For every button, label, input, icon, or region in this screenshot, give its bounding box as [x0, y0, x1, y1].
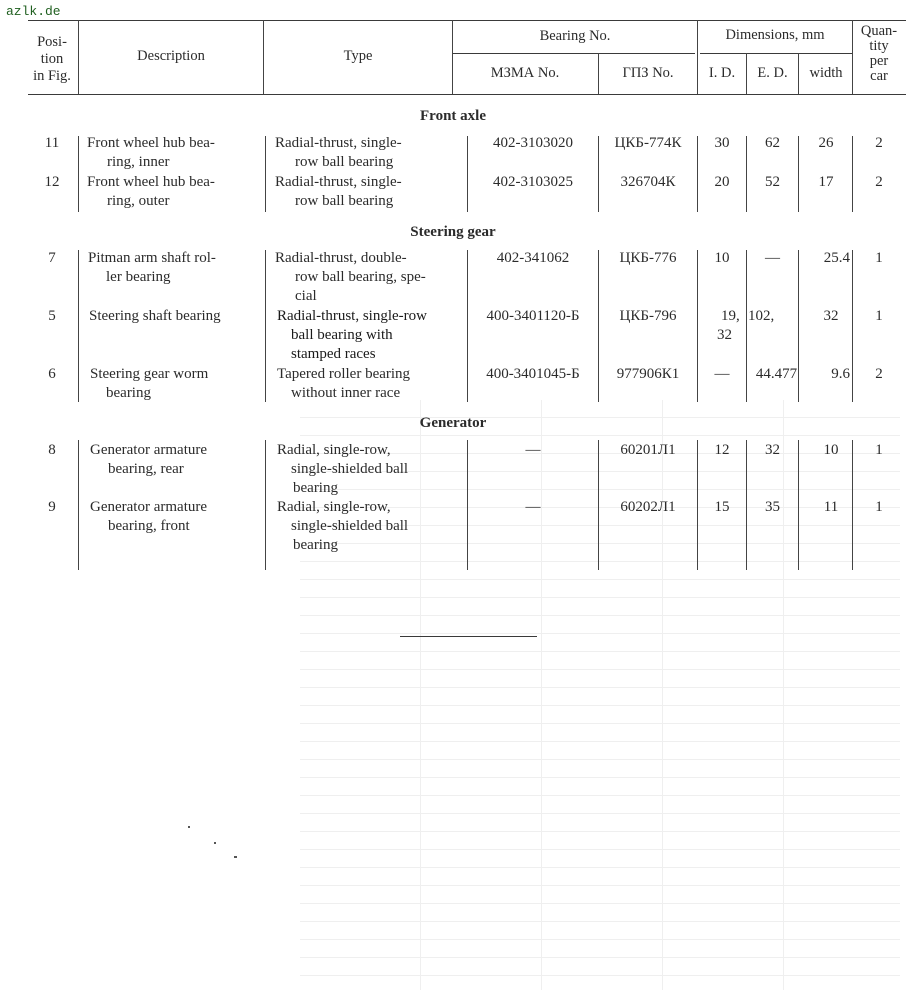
header-separator: [798, 53, 799, 94]
quantity-cell: 2: [875, 135, 883, 151]
id-cell: —: [714, 366, 730, 382]
mzma-cell: 400-3401045-Б: [486, 366, 580, 382]
bearing-no-header: Bearing No.: [539, 28, 611, 44]
dimensions-subrule: [700, 53, 852, 54]
description-header: Description: [137, 48, 205, 64]
column-rule: [697, 136, 698, 212]
column-rule: [265, 136, 266, 212]
position-cell: 12: [44, 174, 60, 190]
quantity-cell: 1: [875, 308, 883, 324]
mzma-cell: 402-341062: [496, 250, 570, 266]
type-header: Type: [343, 48, 373, 64]
width-cell: 11: [823, 499, 839, 515]
column-rule: [852, 136, 853, 212]
description-cell: Generator armature bearing, rear: [90, 442, 208, 477]
ed-header: E. D.: [757, 65, 788, 81]
column-rule: [746, 136, 747, 212]
width-cell: 26: [818, 135, 834, 151]
gpz-cell: 977906К1: [616, 366, 680, 382]
width-cell: 25.4: [823, 250, 850, 266]
header-separator: [598, 53, 599, 94]
id-cell: 20: [714, 174, 730, 190]
quantity-cell: 2: [875, 366, 883, 382]
id-cell: 30: [714, 135, 730, 151]
width-cell: 9.6: [831, 366, 850, 382]
position-cell: 8: [48, 442, 56, 458]
column-rule: [265, 440, 266, 570]
mzma-cell: 402-3103020: [493, 135, 573, 151]
type-cell: Radial-thrust, single-row ball bearing with stamped races: [277, 308, 427, 362]
position-cell: 5: [48, 308, 56, 324]
column-rule: [598, 440, 599, 570]
width-header: width: [809, 65, 843, 81]
description-cell: Steering shaft bearing: [89, 308, 221, 324]
ed-cell: 62: [765, 135, 780, 151]
end-of-table-rule: [400, 636, 537, 637]
quantity-cell: 1: [875, 442, 883, 458]
position-cell: 6: [48, 366, 56, 382]
description-cell: Generator armature bearing, front: [90, 499, 208, 534]
position-cell: 11: [44, 135, 60, 151]
quantity-cell: 1: [875, 499, 883, 515]
column-rule: [467, 250, 468, 402]
gpz-cell: ЦКБ-776: [619, 250, 677, 266]
column-rule: [852, 250, 853, 402]
position-cell: 9: [48, 499, 56, 515]
type-cell: Radial-thrust, single- row ball bearing: [275, 135, 402, 170]
width-cell: 17: [818, 174, 834, 190]
type-cell: Tapered roller bearing without inner race: [277, 366, 411, 401]
mzma-cell: 402-3103025: [493, 174, 573, 190]
position-cell: 7: [48, 250, 56, 266]
type-cell: Radial, single-row, single-shielded ball bearing: [277, 499, 409, 553]
header-bottom-rule: [28, 94, 906, 95]
header-separator: [78, 20, 79, 94]
header-separator: [452, 20, 453, 94]
site-watermark: azlk.de: [6, 4, 61, 19]
scan-speck: [214, 842, 216, 844]
scan-speck: [188, 826, 190, 828]
mzma-cell: —: [525, 499, 541, 515]
mzma-cell: —: [525, 442, 541, 458]
column-rule: [78, 250, 79, 402]
ed-cell: 44.477: [755, 366, 798, 382]
ed-cell: 32: [765, 442, 780, 458]
id-cell: 15: [714, 499, 730, 515]
column-rule: [798, 136, 799, 212]
ed-cell: —: [765, 250, 780, 266]
column-rule: [746, 440, 747, 570]
mzma-cell: 400-3401120-Б: [486, 308, 580, 324]
gpz-cell: ЦКБ-796: [619, 308, 677, 324]
header-separator: [852, 20, 853, 94]
description-cell: Front wheel hub bea- ring, inner: [87, 135, 215, 170]
section-heading-front-axle: Front axle: [420, 108, 486, 124]
dimensions-header: Dimensions, mm: [725, 27, 825, 43]
gpz-header: ГПЗ No.: [622, 65, 674, 81]
column-rule: [697, 440, 698, 570]
id-cell: 12: [714, 442, 730, 458]
position-header: Posi- tion in Fig.: [33, 34, 71, 84]
section-heading-steering-gear: Steering gear: [410, 224, 496, 240]
column-rule: [467, 440, 468, 570]
quantity-cell: 2: [875, 174, 883, 190]
scan-speck: [234, 856, 237, 858]
column-rule: [78, 440, 79, 570]
description-cell: Steering gear worm bearing: [90, 366, 209, 401]
bearing-no-subrule: [452, 53, 695, 54]
gpz-cell: 60202Л1: [620, 499, 676, 515]
header-top-rule: [28, 20, 906, 21]
column-rule: [798, 440, 799, 570]
header-separator: [746, 53, 747, 94]
gpz-cell: 326704К: [620, 174, 676, 190]
description-cell: Pitman arm shaft rol- ler bearing: [88, 250, 216, 285]
id-cell: 19, 32: [717, 308, 740, 343]
column-rule: [78, 136, 79, 212]
ed-cell: 102,: [748, 308, 775, 324]
column-rule: [746, 250, 747, 402]
gpz-cell: 60201Л1: [620, 442, 676, 458]
column-rule: [697, 250, 698, 402]
ed-cell: 35: [765, 499, 780, 515]
section-heading-generator: Generator: [419, 415, 487, 431]
type-cell: Radial-thrust, double- row ball bearing, spe- cial: [275, 250, 426, 304]
description-cell: Front wheel hub bea- ring, outer: [87, 174, 215, 209]
column-rule: [467, 136, 468, 212]
id-header: I. D.: [708, 65, 736, 81]
type-cell: Radial, single-row, single-shielded ball bearing: [277, 442, 409, 496]
ed-cell: 52: [765, 174, 780, 190]
type-cell: Radial-thrust, single- row ball bearing: [275, 174, 402, 209]
column-rule: [598, 250, 599, 402]
mzma-header: МЗМА No.: [490, 65, 560, 81]
header-separator: [263, 20, 264, 94]
width-cell: 32: [823, 308, 839, 324]
column-rule: [598, 136, 599, 212]
header-separator: [697, 20, 698, 94]
quantity-cell: 1: [875, 250, 883, 266]
quantity-header: Quan- tity per car: [860, 23, 898, 84]
width-cell: 10: [823, 442, 839, 458]
gpz-cell: ЦКБ-774К: [614, 135, 682, 151]
id-cell: 10: [714, 250, 730, 266]
column-rule: [265, 250, 266, 402]
